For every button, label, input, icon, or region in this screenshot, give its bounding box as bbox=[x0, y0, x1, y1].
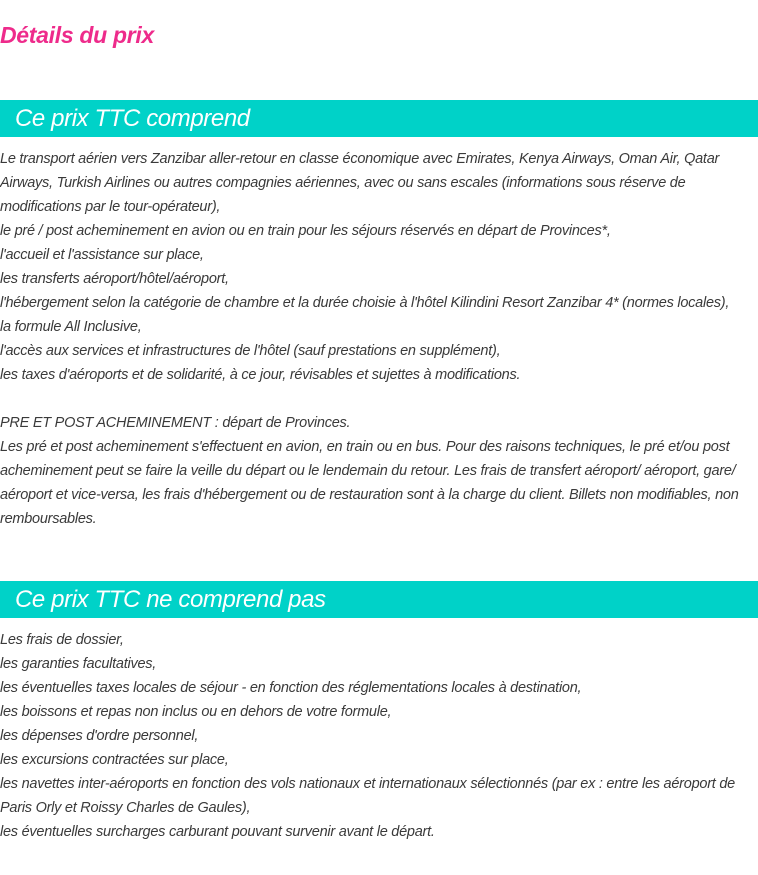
page-title: Détails du prix bbox=[0, 22, 154, 48]
included-item: Le transport aérien vers Zanzibar aller-retour en classe économique avec Emirates, Kenya Airways, Oman Air, Qatar Airways, Turkish Airlines ou autres compagnies aériennes, avec ou sans escales (informations sous réserve de modifications par le tour-opérateur), bbox=[0, 151, 720, 215]
pre-post-note-title: PRE ET POST ACHEMINEMENT : départ de Provinces. bbox=[0, 415, 351, 431]
pre-post-note-text: Les pré et post acheminement s'effectuent en avion, en train ou en bus. Pour des raisons techniques, le pré et/ou post acheminement peut se faire la veille du départ ou le lendemain du retour. Les frais de transfert aéroport/ aéroport, gare/ aéroport et vice-versa, les frais d'hébergement ou de restauration sont à la charge du client. Billets non modifiables, non remboursables. bbox=[0, 439, 739, 527]
paragraph-spacer bbox=[0, 387, 758, 411]
included-item: le pré / post acheminement en avion ou en train pour les séjours réservés en départ de Provinces*, bbox=[0, 223, 611, 239]
included-section-header: Ce prix TTC comprend bbox=[0, 100, 758, 137]
included-item: l'accès aux services et infrastructures de l'hôtel (sauf prestations en supplément), bbox=[0, 343, 501, 359]
excluded-section-header: Ce prix TTC ne comprend pas bbox=[0, 581, 758, 618]
excluded-item: les éventuelles surcharges carburant pouvant survenir avant le départ. bbox=[0, 824, 435, 840]
included-item: l'hébergement selon la catégorie de chambre et la durée choisie à l'hôtel Kilindini Resort Zanzibar 4* (normes locales), bbox=[0, 295, 730, 311]
included-item: l'accueil et l'assistance sur place, bbox=[0, 247, 204, 263]
excluded-item: les excursions contractées sur place, bbox=[0, 752, 229, 768]
excluded-item: les éventuelles taxes locales de séjour - en fonction des réglementations locales à destination, bbox=[0, 680, 582, 696]
excluded-section-body bbox=[0, 628, 758, 844]
included-section-body bbox=[0, 147, 758, 531]
excluded-item: les dépenses d'ordre personnel, bbox=[0, 728, 199, 744]
excluded-item: les navettes inter-aéroports en fonction des vols nationaux et internationaux sélectionnés (par ex : entre les aéroport de Paris Orly et Roissy Charles de Gaules), bbox=[0, 776, 735, 816]
included-item: les transferts aéroport/hôtel/aéroport, bbox=[0, 271, 229, 287]
included-item: les taxes d'aéroports et de solidarité, à ce jour, révisables et sujettes à modifications. bbox=[0, 367, 521, 383]
included-item: la formule All Inclusive, bbox=[0, 319, 142, 335]
excluded-item: les boissons et repas non inclus ou en dehors de votre formule, bbox=[0, 704, 392, 720]
excluded-item: Les frais de dossier, bbox=[0, 632, 124, 648]
excluded-item: les garanties facultatives, bbox=[0, 656, 157, 672]
